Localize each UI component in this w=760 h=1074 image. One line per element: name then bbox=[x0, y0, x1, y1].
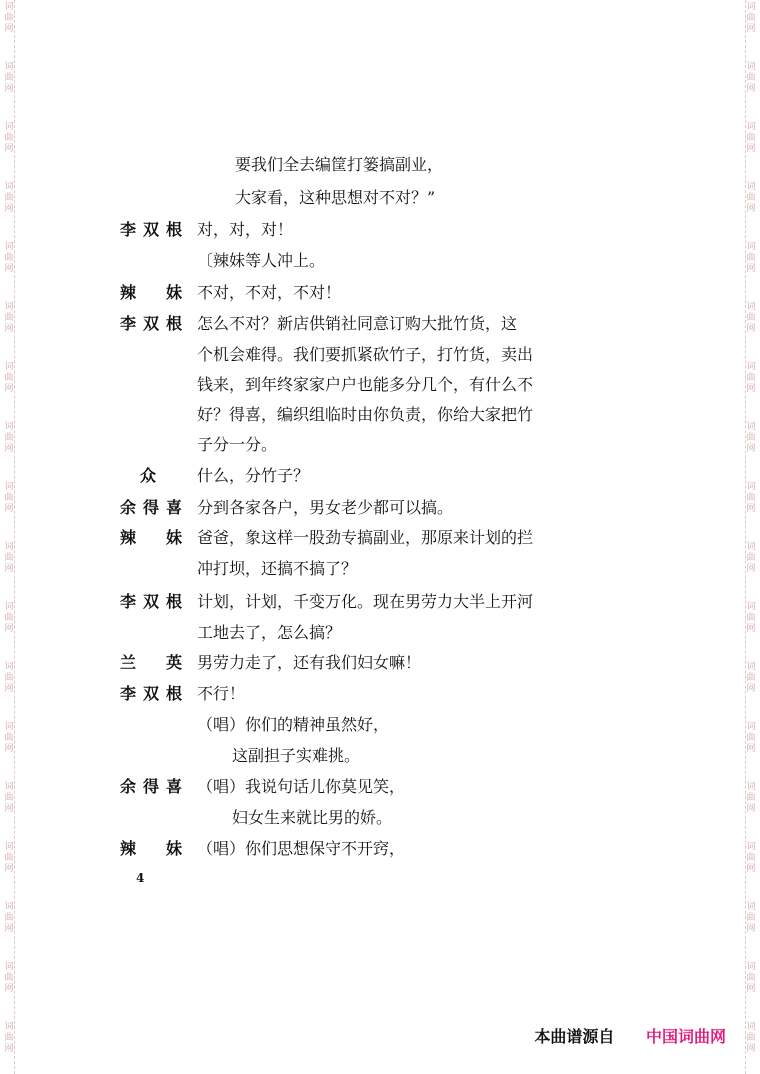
right-watermark-mark: 词 曲 网 bbox=[746, 302, 756, 334]
line-text: 爸爸，象这样一股劲专搞副业，那原来计划的拦 bbox=[197, 528, 534, 547]
speaker-name: 李双根 bbox=[120, 220, 182, 239]
right-watermark-mark: 词 曲 网 bbox=[746, 902, 756, 934]
line-text: 冲打坝，还搞不搞了？ bbox=[197, 559, 358, 578]
speaker-name: 李双根 bbox=[120, 684, 182, 703]
line-text: 钱来，到年终家家户户也能多分几个，有什么不 bbox=[197, 375, 534, 394]
right-watermark-mark: 词 曲 网 bbox=[746, 182, 756, 214]
line-text: 计划，计划，千变万化。现在男劳力大半上开河 bbox=[197, 592, 534, 611]
left-watermark-mark: 词 曲 网 bbox=[4, 662, 14, 694]
right-watermark-mark: 词 曲 网 bbox=[746, 1022, 756, 1054]
left-watermark-mark: 词 曲 网 bbox=[4, 722, 14, 754]
left-watermark-mark: 词 曲 网 bbox=[4, 602, 14, 634]
left-watermark-mark: 词 曲 网 bbox=[4, 1022, 14, 1054]
source-credit bbox=[534, 1024, 726, 1047]
source-label: 本曲谱源自 bbox=[534, 1027, 615, 1046]
left-watermark-mark: 词 曲 网 bbox=[4, 902, 14, 934]
line-text: 不对，不对，不对！ bbox=[197, 283, 342, 302]
right-watermark-mark: 词 曲 网 bbox=[746, 362, 756, 394]
line-text: 对，对，对！ bbox=[197, 220, 294, 239]
right-watermark-mark: 词 曲 网 bbox=[746, 2, 756, 34]
line-text: 要我们全去编筐打篓搞副业， bbox=[235, 155, 444, 174]
line-text: 不行！ bbox=[197, 684, 246, 703]
right-watermark-mark: 词 曲 网 bbox=[746, 842, 756, 874]
right-watermark-mark: 词 曲 网 bbox=[746, 542, 756, 574]
left-watermark-mark: 词 曲 网 bbox=[4, 542, 14, 574]
site-name-link[interactable]: 中国词曲网 bbox=[645, 1027, 726, 1046]
right-watermark-mark: 词 曲 网 bbox=[746, 482, 756, 514]
speaker-name: 余得喜 bbox=[120, 498, 182, 517]
left-watermark-mark: 词 曲 网 bbox=[4, 62, 14, 94]
speaker-name: 李双根 bbox=[120, 592, 182, 611]
left-watermark-mark: 词 曲 网 bbox=[4, 422, 14, 454]
line-text: 分到各家各户，男女老少都可以搞。 bbox=[197, 498, 454, 517]
speaker-name: 辣 妹 bbox=[120, 528, 182, 547]
right-watermark-mark: 词 曲 网 bbox=[746, 662, 756, 694]
left-watermark-mark: 词 曲 网 bbox=[4, 242, 14, 274]
line-text: 男劳力走了，还有我们妇女嘛！ bbox=[197, 653, 422, 672]
left-watermark-mark: 词 曲 网 bbox=[4, 302, 14, 334]
line-text: （唱）我说句话儿你莫见笑， bbox=[197, 777, 406, 796]
left-watermark-mark: 词 曲 网 bbox=[4, 482, 14, 514]
line-text: 什么，分竹子？ bbox=[197, 466, 310, 485]
line-text: 这副担子实难挑。 bbox=[232, 746, 361, 765]
left-watermark-mark: 词 曲 网 bbox=[4, 2, 14, 34]
speaker-name: 众 bbox=[139, 466, 156, 485]
line-text: 大家看，这种思想对不对？” bbox=[235, 188, 436, 207]
speaker-name: 辣 妹 bbox=[120, 283, 182, 302]
line-text: 子分一分。 bbox=[197, 435, 278, 454]
right-watermark-mark: 词 曲 网 bbox=[746, 782, 756, 814]
left-watermark-mark: 词 曲 网 bbox=[4, 962, 14, 994]
right-watermark-mark: 词 曲 网 bbox=[746, 422, 756, 454]
line-text: （唱）你们的精神虽然好， bbox=[197, 715, 390, 734]
right-watermark-mark: 词 曲 网 bbox=[746, 62, 756, 94]
line-text: 妇女生来就比男的娇。 bbox=[232, 808, 393, 827]
right-watermark-mark: 词 曲 网 bbox=[746, 242, 756, 274]
line-text: 〔辣妹等人冲上。 bbox=[197, 251, 326, 270]
right-watermark-mark: 词 曲 网 bbox=[746, 722, 756, 754]
left-watermark-mark: 词 曲 网 bbox=[4, 182, 14, 214]
speaker-name: 兰 英 bbox=[120, 653, 182, 672]
right-watermark-mark: 词 曲 网 bbox=[746, 602, 756, 634]
line-text: 个机会难得。我们要抓紧砍竹子，打竹货，卖出 bbox=[197, 345, 534, 364]
left-watermark-mark: 词 曲 网 bbox=[4, 362, 14, 394]
left-watermark-mark: 词 曲 网 bbox=[4, 842, 14, 874]
right-watermark-mark: 词 曲 网 bbox=[746, 122, 756, 154]
left-watermark-mark: 词 曲 网 bbox=[4, 782, 14, 814]
line-text: 好？得喜，编织组临时由你负责，你给大家把竹 bbox=[197, 405, 534, 424]
speaker-name: 辣 妹 bbox=[120, 839, 182, 858]
line-text: 工地去了，怎么搞？ bbox=[197, 623, 342, 642]
speaker-name: 余得喜 bbox=[120, 777, 182, 796]
right-watermark-mark: 词 曲 网 bbox=[746, 962, 756, 994]
page-number: 4 bbox=[136, 871, 145, 885]
line-text: 怎么不对？新店供销社同意订购大批竹货，这 bbox=[197, 314, 518, 333]
left-watermark-mark: 词 曲 网 bbox=[4, 122, 14, 154]
line-text: （唱）你们思想保守不开窍， bbox=[197, 839, 406, 858]
speaker-name: 李双根 bbox=[120, 314, 182, 333]
